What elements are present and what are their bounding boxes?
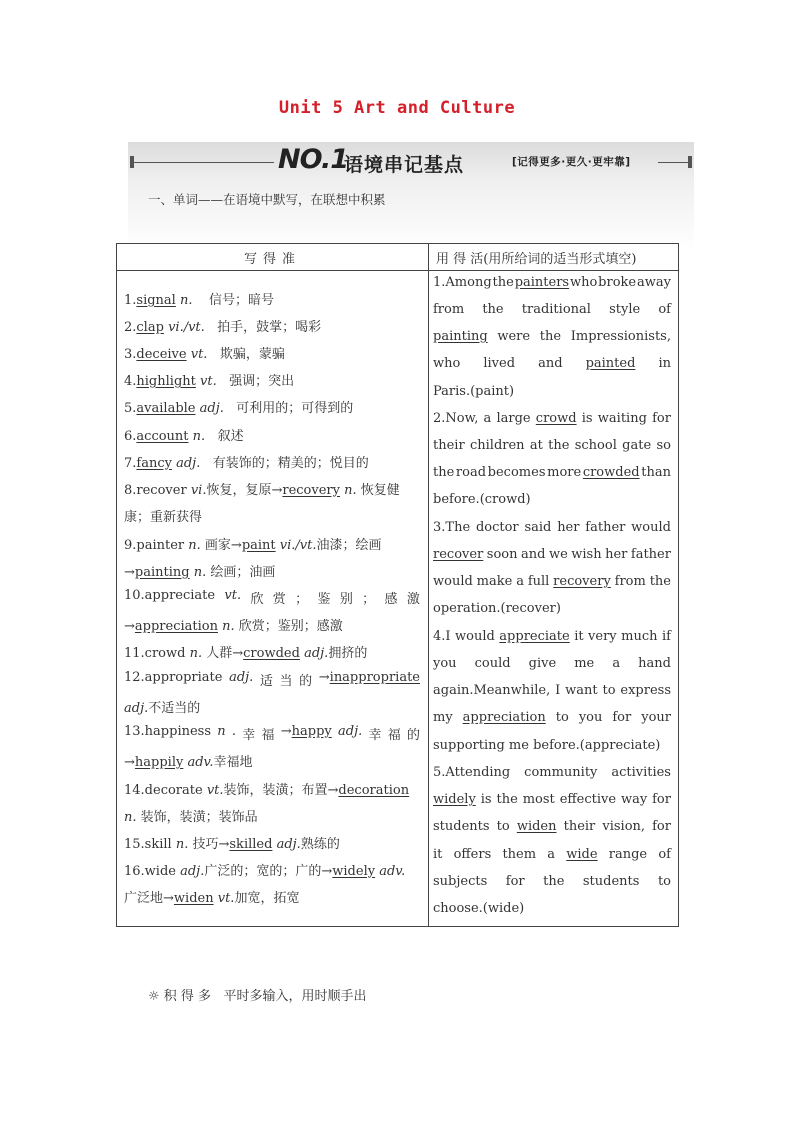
vocab-item-16: 16.wide adj.广泛的；宽的；广的→widely adv.: [124, 864, 406, 879]
footer-label: 积 得 多: [163, 989, 212, 1004]
exercise-4-line-1: 4.I would appreciate it very much if: [433, 629, 671, 644]
subsection-title: 一、单词——在语境中默写，在联想中积累: [148, 192, 386, 207]
banner-tick-right: [688, 156, 692, 168]
vocab-item-10-cont: →appreciation n. 欣赏；鉴别；感激: [124, 619, 343, 634]
exercise-2-line-2: their children at the school gate so: [433, 438, 671, 453]
vocab-item-13-cont: →happily adv.幸福地: [124, 755, 253, 770]
exercise-5-line-6: choose.(wide): [433, 901, 525, 916]
vocab-item-12: 12.appropriate adj. 适 当 的 →inappropriate: [124, 670, 420, 689]
footer-text: 平时多输入，用时顺手出: [223, 989, 367, 1004]
vocab-item-8: 8.recover vi.恢复，复原→recovery n. 恢复健: [124, 483, 400, 498]
header-divider: [117, 270, 678, 271]
banner-tick-left: [130, 156, 134, 168]
vocab-item-6: 6.account n. 叙述: [124, 429, 244, 444]
exercise-4-line-5: supporting me before.(appreciate): [433, 738, 661, 753]
vocab-item-1: 1.signal n. 信号；暗号: [124, 293, 275, 308]
banner-rule-left: [134, 162, 274, 163]
exercise-2-line-1: 2.Now, a large crowd is waiting for: [433, 411, 671, 426]
section-banner: [128, 142, 694, 250]
footer-note: [148, 985, 366, 1004]
section-number: NO.1: [278, 144, 348, 175]
vocab-item-2: 2.clap vi./vt. 拍手，鼓掌；喝彩: [124, 320, 322, 335]
vocabulary-table: [116, 243, 679, 927]
vocab-item-14-cont: n. 装饰，装潢；装饰品: [124, 810, 258, 825]
exercise-1-line-2: from the traditional style of: [433, 302, 671, 317]
vocab-item-4: 4.highlight vt. 强调；突出: [124, 374, 295, 389]
exercise-3-line-4: operation.(recover): [433, 601, 561, 616]
exercise-3-line-3: would make a full recovery from the: [433, 574, 671, 589]
vocab-item-7: 7.fancy adj. 有装饰的；精美的；悦目的: [124, 456, 369, 471]
exercise-5-line-5: subjects for the students to: [433, 874, 671, 889]
vocab-item-8-cont: 康；重新获得: [124, 510, 203, 525]
exercise-3-line-2: recover soon and we wish her father: [433, 547, 671, 562]
exercise-4-line-3: again.Meanwhile, I want to express: [433, 683, 671, 698]
left-column-header: 写得准: [243, 252, 301, 267]
exercise-2-line-4: before.(crowd): [433, 492, 531, 507]
column-divider: [428, 244, 429, 926]
vocab-item-9-cont: →painting n. 绘画；油画: [124, 565, 276, 580]
exercise-2-line-3: the road becomes more crowded than: [433, 465, 671, 480]
exercise-1-line-5: Paris.(paint): [433, 384, 515, 399]
exercise-1-line-1: 1.Among the painters who broke away: [433, 275, 671, 290]
banner-rule-right: [658, 162, 690, 163]
right-column-header: 用 得 活(用所给词的适当形式填空): [436, 252, 637, 267]
vocab-item-13: 13.happiness n . 幸 福 →happy adj. 幸 福 的: [124, 724, 420, 743]
exercise-5-line-3: students to widen their vision, for: [433, 819, 671, 834]
exercise-5-line-4: it offers them a wide range of: [433, 847, 671, 862]
vocab-item-9: 9.painter n. 画家→paint vi./vt.油漆；绘画: [124, 538, 382, 553]
exercise-5-line-1: 5.Attending community activities: [433, 765, 671, 780]
exercise-3-line-1: 3.The doctor said her father would: [433, 520, 671, 535]
vocab-item-12-cont: adj.不适当的: [124, 701, 201, 716]
sun-icon: ☼: [148, 989, 160, 1004]
vocab-item-15: 15.skill n. 技巧→skilled adj.熟练的: [124, 837, 340, 852]
exercise-5-line-2: widely is the most effective way for: [433, 792, 671, 807]
exercise-1-line-4: who lived and painted in: [433, 356, 671, 371]
vocab-item-5: 5.available adj. 可利用的；可得到的: [124, 401, 354, 416]
section-heading: 语境串记基点: [344, 154, 465, 176]
unit-title: Unit 5 Art and Culture: [278, 98, 516, 118]
vocab-item-16-cont: 广泛地→widen vt.加宽，拓宽: [124, 891, 300, 906]
vocab-item-10: 10.appreciate vt. 欣 赏 ； 鉴 别 ； 感 激: [124, 588, 420, 607]
exercise-4-line-4: my appreciation to you for your: [433, 710, 671, 725]
exercise-4-line-2: you could give me a hand: [433, 656, 671, 671]
vocab-item-11: 11.crowd n. 人群→crowded adj.拥挤的: [124, 646, 368, 661]
exercise-1-line-3: painting were the Impressionists,: [433, 329, 671, 344]
section-motto: [记得更多·更久·更牢靠]: [512, 156, 631, 168]
vocab-item-3: 3.deceive vt. 欺骗，蒙骗: [124, 347, 285, 362]
vocab-item-14: 14.decorate vt.装饰，装潢；布置→decoration: [124, 783, 410, 798]
